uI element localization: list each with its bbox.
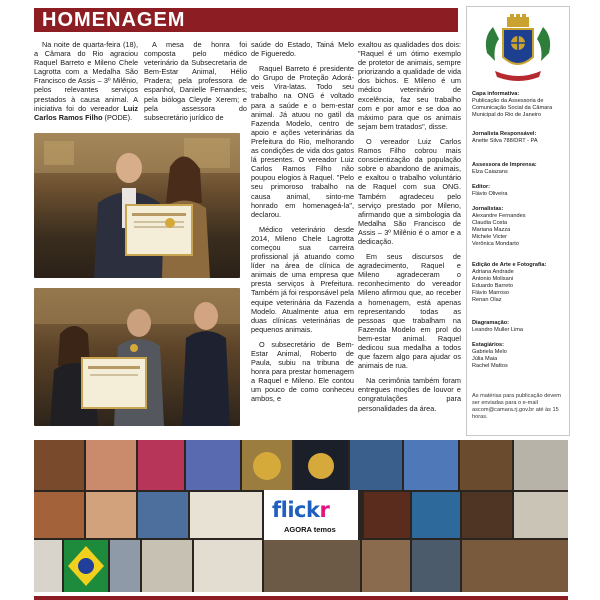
masthead-capa: Capa informativa: Publicação da Assessoria de Comunicação Social da Câmara Municipal do Rio de Janeiro <box>472 91 553 118</box>
ceremony-photo-mileno <box>34 288 240 426</box>
masthead-editor: Editor: Flávio Oliveira <box>472 184 508 197</box>
masthead-estagiarios: Estagiários: Gabriela Melo Júlia Maia Rachel Mattos <box>472 342 508 369</box>
ceremony-photo-raquel <box>34 133 240 278</box>
article-column-4 <box>358 40 461 413</box>
section-banner <box>34 8 458 32</box>
article-paragraph: Raquel Barreto é presidente do Grupo de Proteção Adorá-veis Vira-latas. Todo seu trabalho na ONG é voltado para a saúde e o bem-estar animal. Já atuou no gatil da Fazenda Modelo, centro de apoio e ações veterinárias da Prefeitura do Rio, melhorando as condições de vida dos gatos lá presentes. O vereador Luiz Carlos Ramos Filho não poupou elogios à Raquel. "Pelo seu primoroso trabalho na causa animal, sinto-me honrado em homenageá-la", declarou. <box>251 64 354 219</box>
article-paragraph: Médico veterinário desde 2014, Mileno Chele Lagrotta começou sua carreira profissional já atuando como líder na área de clínica de animais de uma empresa que presta serviços à Prefeitura. Também já foi responsável pela equipe veterinária da Fazenda Modelo. Atualmente atua em duas clínicas veterinárias de pequenos animais. <box>251 224 354 334</box>
article-paragraph: A mesa de honra foi composta pelo médico veterinário da Subsecretaria de Bem-Estar Animal, Hélio Pradera; pela professora de espanhol, Danielle Fernandes; pela bióloga Cleyde Xerem; e pela assessora do subsecretário jurídico de <box>144 40 247 122</box>
article-paragraph: Na cerimônia também foram entregues moções de louvor e congratulações para personalidades da área. <box>358 376 461 413</box>
masthead-jornalista: Jornalista Responsável: Anette Silva 788/DRT - PA <box>472 131 538 144</box>
photo-scene <box>34 133 240 278</box>
article-paragraph: saúde do Estado, Tainá Melo de Figueredo. <box>251 40 354 59</box>
section-title: HOMENAGEM <box>42 9 186 31</box>
article-paragraph: exaltou as qualidades dos dois: "Raquel é um ótimo exemplo de protetor de animais, sempre priorizando a qualidade de vida dos bichos. E Mileno é um médico veterinário de excelência, faz seu trabalho com e por amor e se doa ao máximo para que os animais sejam bem tratados", disse. <box>358 40 461 131</box>
flickr-logo: flickr <box>272 498 330 522</box>
article-column-1 <box>34 40 138 122</box>
masthead-arte: Edição de Arte e Fotografia: Adriana Andrade Antonio Molisani Eduardo Barreto Flávio Marroso Renan Olaz <box>472 262 547 303</box>
flickr-photo-banner[interactable] <box>34 440 568 592</box>
flickr-logo-box[interactable] <box>264 490 358 540</box>
flickr-subtitle: AGORA temos <box>284 525 336 534</box>
footer-rule <box>34 596 568 600</box>
article-paragraph: Na noite de quarta-feira (18), a Câmara do Rio agraciou Raquel Barreto e Mileno Chele Lagrotta com a Medalha São Francisco de Assis – 3º Milênio, pelos relevantes serviços prestados à causa animal. A iniciativa foi do vereador Luiz Carlos Ramos Filho (PODE). <box>34 40 138 122</box>
article-paragraph: O vereador Luiz Carlos Ramos Filho cobrou mais conscientização da população sobre o abandono de animais, e exaltou o trabalho voluntário de Raquel com sua ONG. Também agradeceu pelo serviço prestado por Mileno, afirmando que a simbologia da Medalha São Francisco de Assis – 3º Milênio é o amor e a dedicação. <box>358 136 461 246</box>
councilman-name: Luiz Carlos Ramos Filho <box>34 103 138 122</box>
city-coat-of-arms-icon <box>481 13 555 85</box>
photo-scene <box>34 288 240 426</box>
masthead-jornalistas: Jornalistas: Alexandre Fernandes Claudia Costa Mariana Mazza Michele Victer Verônica Mondarto <box>472 206 526 247</box>
masthead-sidebar <box>466 6 570 436</box>
masthead-footer-note: As matérias para publicação devem ser enviadas para o e-mail ascom@camara.rj.gov.br até às 15 horas. <box>472 393 561 420</box>
article-column-2 <box>144 40 247 122</box>
article-column-3 <box>251 40 354 404</box>
masthead-imprensa: Assessora de Imprensa: Elza Caiazans <box>472 162 537 175</box>
article-paragraph: O subsecretário de Bem-Estar Animal, Roberto de Paula, subiu na tribuna de honra para prestar homenagem a Raquel e Mileno. Ele contou um pouco de como conheceu ambos, e <box>251 339 354 404</box>
masthead-diagramacao: Diagramação: Leandro Muller Lima <box>472 320 523 333</box>
article-paragraph: Em seus discursos de agradecimento, Raquel e Mileno agradeceram o reconhecimento do vereador Mileno afirmou que, ao receber a homenagem, está apenas representando todas as pessoas que trabalham na Fazenda Modelo em prol do bem-estar animal. Raquel dedicou sua medalha a todos que fazem algo para ajudar os animais de rua. <box>358 252 461 371</box>
